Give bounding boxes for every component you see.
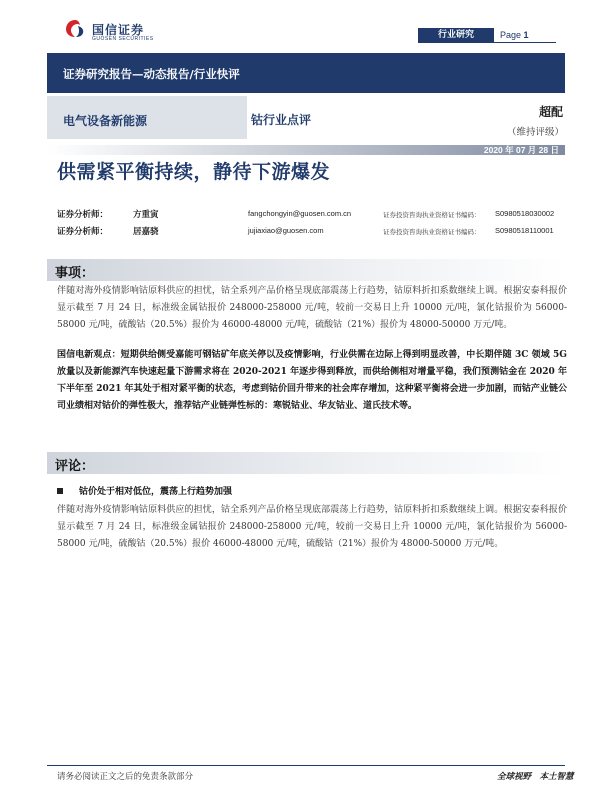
analyst-name: 方重寅 [133,210,159,220]
footer-slogan: 全球视野 本土智慧 [497,772,574,782]
page-title: 供需紧平衡持续，静待下游爆发 [57,161,331,183]
section-heading-text: 事项： [55,266,95,281]
analyst-role: 证券分析师： [57,210,109,220]
date-bar [47,145,565,155]
analyst-row [57,225,567,239]
rating-note: （维持评级） [506,127,564,138]
matter-paragraph: 伴随对海外疫情影响钴原料供应的担忧，钴全系列产品价格呈现底部震荡上行趋势，钴原料折扣系数继续上调。根据安泰科报价显示截至 7 月 24 日，标准级金属钴报价 248000-258000 元/吨，较前一交易日上升 10000 元/吨，氯化钴报价为 56000-58000 元/吨，硫酸钴（20.5%）报价为 46000-48000 元/吨，硫酸钴（21%）报价为 48000-50000 万元/吨。 [57,286,567,330]
report-kind-tab: 行业研究 [418,28,494,43]
comment-paragraph: 伴随对海外疫情影响钴原料供应的担忧，钴全系列产品价格呈现底部震荡上行趋势，钴原料折扣系数继续上调。根据安泰科报价显示截至 7 月 24 日，标准级金属钴报价 248000-258000 元/吨，较前一交易日上升 10000 元/吨，氯化钴报价为 56000-58000 元/吨，硫酸钴（20.5%）报价 46000-48000 元/吨，硫酸钴（21%）报价为 48000-50000 万元/吨。 [57,505,567,549]
footer-disclaimer: 请务必阅读正文之后的免责条款部分 [57,772,194,782]
analyst-license-label: 证券投资咨询执业资格证书编码： [383,211,481,219]
report-subtitle: 钴行业点评 [251,113,312,127]
guosen-view-paragraph: 国信电新观点：短期供给侧受嘉能可钢钴矿年底关停以及疫情影响，行业供需在边际上得到明显改善，中长期伴随 3C 领域 5G 放量以及新能源汽车快速起量下游需求将在 2020-2021 年逐步得到释放，而供给侧相对增量平稳，我们预测钴金在 2020 年下半年至 2021 年其处于相对紧平衡的状态，考虑到钴价回升带来的社会库存增加，这种紧平衡将会进一步加剧，而钴产业链公司业绩相对钴价的弹性极大，推荐钴产业链弹性标的：寒锐钴业、华友钴业、道氏技术等。 [57,350,567,411]
logo-name: 国信证券 [92,23,145,37]
rating: 超配 [538,105,563,119]
category-banner [47,53,565,93]
bullet-heading [57,484,557,498]
industry-banner [47,96,247,139]
report-date: 2020 年 07 月 28 日 [483,145,559,155]
bullet-square-icon [57,488,63,494]
section-heading-matter [47,259,565,281]
section-heading-comment [47,452,565,474]
analyst-email: fangchongyin@guosen.com.cn [248,209,352,218]
analyst-name: 居嘉骁 [133,227,159,237]
analyst-license-number: S0980518110001 [495,226,554,235]
report-category: 证券研究报告—动态报告/行业快评 [63,67,240,81]
industry-name: 电气设备新能源 [63,114,148,128]
guosen-logo-icon [64,18,86,38]
bullet-heading-text: 钴价处于相对低位，震荡上行趋势加强 [79,487,233,497]
analyst-email: jujiaxiao@guosen.com [248,226,324,235]
page-indicator [494,28,556,43]
analyst-license-number: S0980518030002 [495,209,555,218]
page-number: 1 [523,30,529,40]
footer-divider [47,765,565,766]
page-label: Page [500,30,522,40]
analyst-role: 证券分析师： [57,227,109,237]
analyst-row [57,208,567,222]
logo-english-name: GUOSEN SECURITIES [92,36,154,42]
analyst-license-label: 证券投资咨询执业资格证书编码： [383,228,481,236]
section-heading-text: 评论： [55,459,95,474]
